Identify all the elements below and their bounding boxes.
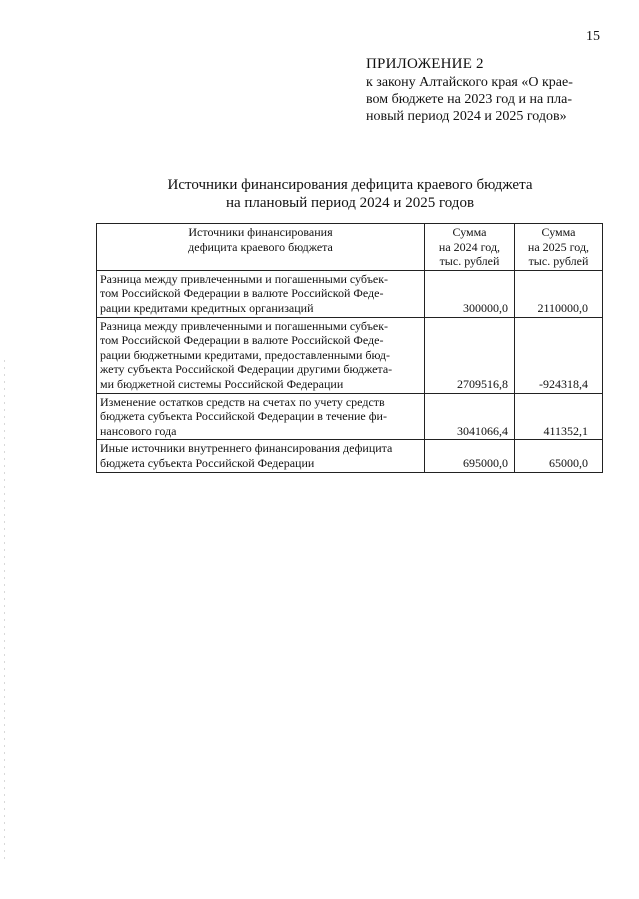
row-sum-2024: 695000,0: [425, 440, 515, 472]
page-number: 15: [586, 29, 600, 44]
row-sum-2025: -924318,4: [515, 317, 603, 393]
financing-sources-table: [96, 223, 603, 473]
appendix-line: вом бюджете на 2023 год и на пла-: [366, 92, 573, 107]
table-header-row: [97, 224, 603, 271]
table-row: [97, 270, 603, 317]
appendix-header: [366, 56, 606, 125]
row-source-name: Разница между привлеченными и погашенными субъек- том Российской Федерации в валюте Российской Феде- рации бюджетными кредитами, предоставленными бюд- жету субъекта Российской Федерации другими бюджета- ми бюджетной системы Российской Федерации: [97, 317, 425, 393]
appendix-line: новый период 2024 и 2025 годов»: [366, 109, 567, 124]
row-sum-2024: 300000,0: [425, 270, 515, 317]
row-sum-2025: 65000,0: [515, 440, 603, 472]
row-source-name: Иные источники внутреннего финансирования дефицита бюджета субъекта Российской Федерации: [97, 440, 425, 472]
document-title-line: на плановый период 2024 и 2025 годов: [225, 195, 475, 211]
row-sum-2024: 3041066,4: [425, 393, 515, 440]
header-sum-2025: Сумма на 2025 год, тыс. рублей: [515, 224, 603, 271]
header-source: Источники финансирования дефицита краевого бюджета: [97, 224, 425, 271]
header-sum-2024: Сумма на 2024 год, тыс. рублей: [425, 224, 515, 271]
row-source-name: Изменение остатков средств на счетах по учету средств бюджета субъекта Российской Федерации в течение фи- нансового года: [97, 393, 425, 440]
table-row: [97, 393, 603, 440]
document-title-line: Источники финансирования дефицита краевого бюджета: [167, 177, 533, 193]
row-sum-2025: 2110000,0: [515, 270, 603, 317]
appendix-title: ПРИЛОЖЕНИЕ 2: [366, 56, 484, 72]
table-row: [97, 440, 603, 472]
appendix-line: к закону Алтайского края «О крае-: [366, 75, 573, 90]
row-sum-2025: 411352,1: [515, 393, 603, 440]
table-row: [97, 317, 603, 393]
document-title: [90, 176, 610, 212]
scan-edge-mark: [4, 360, 5, 860]
row-sum-2024: 2709516,8: [425, 317, 515, 393]
row-source-name: Разница между привлеченными и погашенными субъек- том Российской Федерации в валюте Российской Феде- рации кредитами кредитных организаций: [97, 270, 425, 317]
